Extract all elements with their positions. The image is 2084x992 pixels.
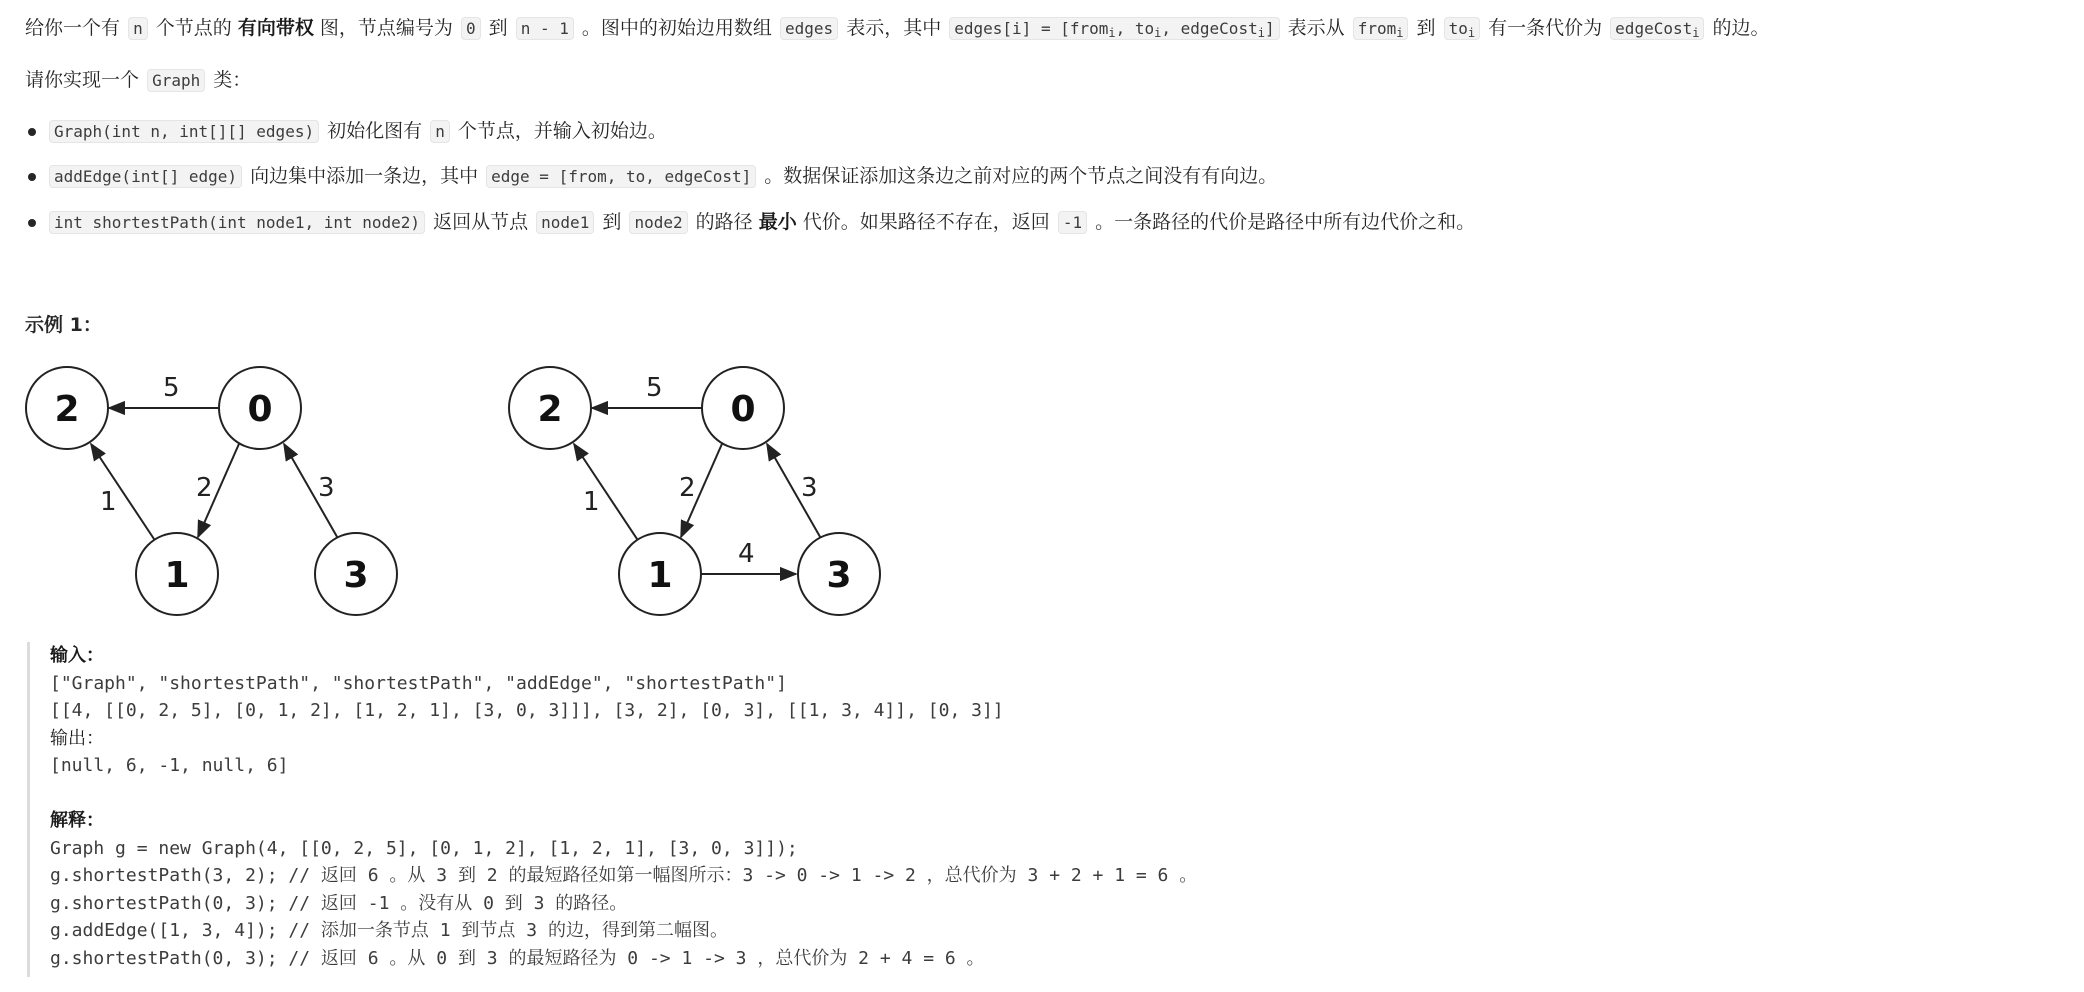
inline-code-graph: Graph bbox=[147, 69, 205, 92]
bullet-text: 到 bbox=[602, 211, 622, 233]
explain-line: g.addEdge([1, 3, 4]); // 添加一条节点 1 到节点 3 的边，得到第二幅图。 bbox=[50, 920, 728, 941]
inline-code-addedge: addEdge(int[] edge) bbox=[49, 165, 242, 188]
weight-label: 5 bbox=[646, 373, 663, 403]
bullet-text: 向边集中添加一条边，其中 bbox=[250, 165, 479, 187]
weight-label: 1 bbox=[100, 487, 117, 517]
inline-code-neg-one: -1 bbox=[1058, 211, 1087, 234]
weight-label: 2 bbox=[196, 473, 213, 503]
input-label: 输入： bbox=[50, 645, 104, 666]
graph-node bbox=[619, 533, 701, 615]
implement-paragraph bbox=[25, 66, 251, 95]
svg-text:1: 1 bbox=[647, 555, 673, 596]
bullet-shortestpath bbox=[25, 208, 1475, 237]
graph-node bbox=[798, 533, 880, 615]
graph-node bbox=[315, 533, 397, 615]
bullet-addedge bbox=[25, 162, 1277, 191]
bullet-text: 的路径 bbox=[695, 211, 753, 233]
inline-code-n: n bbox=[430, 120, 450, 143]
implement-text: 请你实现一个 bbox=[25, 69, 140, 91]
input-line: [[4, [[0, 2, 5], [0, 1, 2], [1, 2, 1], [3, 0, 3]]], [3, 2], [0, 3], [[1, 3, 4]], [0, 3]] bbox=[50, 700, 1004, 721]
graph-diagram-1 bbox=[20, 360, 410, 625]
graph-node bbox=[702, 367, 784, 449]
bullet-text: 。一条路径的代价是路径中所有边代价之和。 bbox=[1095, 211, 1476, 233]
explain-line: g.shortestPath(0, 3); // 返回 -1 。没有从 0 到 3 的路径。 bbox=[50, 892, 628, 914]
svg-text:3: 3 bbox=[826, 555, 852, 596]
intro-paragraph bbox=[25, 14, 1770, 47]
bullet-text: 返回从节点 bbox=[433, 211, 529, 233]
svg-text:2: 2 bbox=[537, 389, 563, 430]
inline-code-zero: 0 bbox=[461, 17, 481, 40]
svg-text:2: 2 bbox=[54, 389, 80, 430]
inline-code-shortestpath: int shortestPath(int node1, int node2) bbox=[49, 211, 425, 234]
intro-text: 个节点的 bbox=[155, 17, 232, 39]
output-label: 输出： bbox=[50, 727, 104, 749]
intro-bold-term: 有向带权 bbox=[237, 17, 314, 39]
bullet-text: 初始化图有 bbox=[327, 120, 423, 142]
weight-label: 1 bbox=[583, 487, 600, 517]
intro-text: 表示从 bbox=[1287, 17, 1345, 39]
graph-diagram-2 bbox=[503, 360, 893, 625]
weight-label: 2 bbox=[679, 473, 696, 503]
graph-node bbox=[219, 367, 301, 449]
svg-text:1: 1 bbox=[164, 555, 190, 596]
explain-line: g.shortestPath(0, 3); // 返回 6 。从 0 到 3 的最短路径为 0 -> 1 -> 3 ，总代价为 2 + 4 = 6 。 bbox=[50, 947, 985, 969]
explain-line: Graph g = new Graph(4, [[0, 2, 5], [0, 1, 2], [1, 2, 1], [3, 0, 3]]); bbox=[50, 837, 798, 859]
inline-code-constructor: Graph(int n, int[][] edges) bbox=[49, 120, 319, 143]
graph-node bbox=[509, 367, 591, 449]
explain-line: g.shortestPath(3, 2); // 返回 6 。从 3 到 2 的最短路径如第一幅图所示：3 -> 0 -> 1 -> 2 ，总代价为 3 + 2 + 1 = 6 。 bbox=[50, 865, 1198, 886]
graph-node bbox=[26, 367, 108, 449]
output-line: [null, 6, -1, null, 6] bbox=[50, 755, 289, 776]
bullet-constructor bbox=[25, 117, 667, 146]
inline-code-node1: node1 bbox=[536, 211, 594, 234]
graph-node bbox=[136, 533, 218, 615]
weight-label: 4 bbox=[738, 539, 755, 569]
svg-text:0: 0 bbox=[730, 389, 756, 430]
example-code-block bbox=[27, 642, 1198, 977]
inline-code-edges: edges bbox=[780, 17, 838, 40]
input-line: ["Graph", "shortestPath", "shortestPath", "addEdge", "shortestPath"] bbox=[50, 672, 787, 694]
inline-code-to: $to_i$ bbox=[1444, 17, 1481, 40]
bullet-bold-term: 最小 bbox=[758, 211, 797, 233]
intro-text: 有一条代价为 bbox=[1488, 17, 1603, 39]
intro-text: 图，节点编号为 bbox=[319, 17, 453, 39]
inline-code-edgecost: edgeCost$_i$ bbox=[1610, 17, 1704, 40]
inline-code-from: from$_i$ bbox=[1353, 17, 1409, 40]
intro-text: 表示，其中 bbox=[846, 17, 942, 39]
inline-code-edge-def: edge = [from, to, edgeCost] bbox=[486, 165, 756, 188]
intro-text: 到 bbox=[1416, 17, 1436, 39]
bullet-text: 个节点，并输入初始边。 bbox=[457, 120, 667, 142]
bullet-dot bbox=[28, 128, 36, 136]
intro-text: 。图中的初始边用数组 bbox=[581, 17, 772, 39]
intro-text: 的边。 bbox=[1712, 17, 1770, 39]
svg-text:0: 0 bbox=[247, 389, 273, 430]
inline-code-edges-def: edges[i] = [from$_i$, $to_i$, edgeCost$_i$] bbox=[949, 17, 1279, 40]
svg-text:3: 3 bbox=[343, 555, 369, 596]
inline-code-node2: node2 bbox=[629, 211, 687, 234]
bullet-text: 。数据保证添加这条边之前对应的两个节点之间没有有向边。 bbox=[764, 165, 1278, 187]
inline-code-n-minus-1: n - 1 bbox=[516, 17, 574, 40]
weight-label: 5 bbox=[163, 373, 180, 403]
spacer bbox=[50, 780, 1150, 808]
intro-text: 给你一个有 bbox=[25, 17, 121, 39]
implement-text: 类： bbox=[213, 69, 252, 91]
weight-label: 3 bbox=[318, 473, 335, 503]
bullet-dot bbox=[28, 219, 36, 227]
explain-label: 解释： bbox=[50, 810, 104, 831]
example-title: 示例 1： bbox=[25, 314, 102, 336]
bullet-text: 代价。如果路径不存在，返回 bbox=[802, 211, 1050, 233]
inline-code-n: n bbox=[128, 17, 148, 40]
bullet-dot bbox=[28, 173, 36, 181]
weight-label: 3 bbox=[801, 473, 818, 503]
intro-text: 到 bbox=[488, 17, 508, 39]
